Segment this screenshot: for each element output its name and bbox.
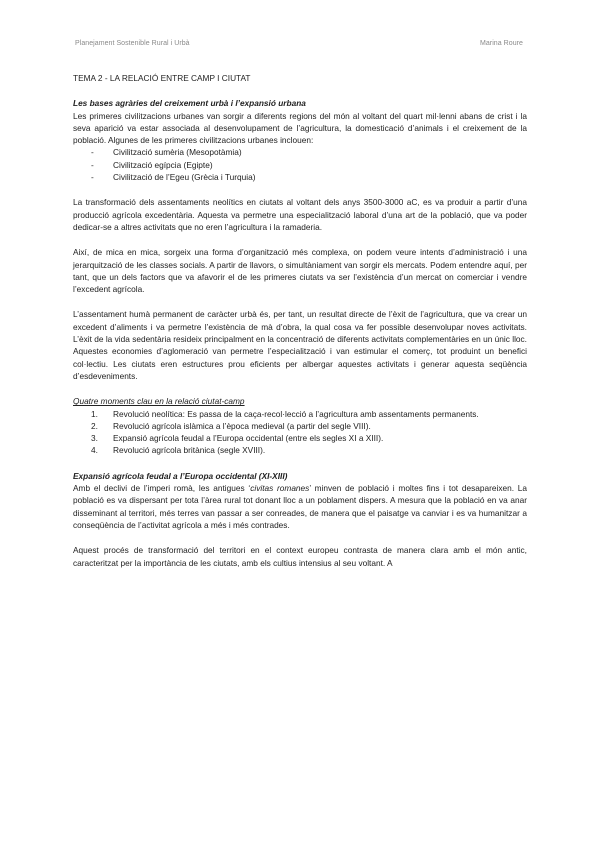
paragraph-intro: Les primeres civilitzacions urbanes van sorgir a diferents regions del món al voltant del quart mil·lenni abans de crist i la seva aparició va estar associada al desenvolupament de l’agricultura, la domesticació d’animals i el creixement de la població. Algunes de les primeres civilitzacions urbanes inclouen: (73, 110, 527, 146)
list-item (91, 146, 527, 158)
header-course: Planejament Sostenible Rural i Urbà (75, 40, 190, 47)
list-number: 2. (91, 420, 98, 431)
list-number: 4. (91, 445, 98, 456)
list-item (91, 171, 527, 183)
list-item-text: Revolució agrícola britànica (segle XVIII). (113, 445, 266, 456)
section-heading-feudal: Expansió agrícola feudal a l’Europa occidental (XI-XIII) (73, 470, 288, 481)
list-item (91, 444, 527, 456)
list-item-text: Civilització egípcia (Egipte) (113, 159, 213, 170)
paragraph-transformation: La transformació dels assentaments neolítics en ciutats al voltant dels anys 3500-3000 aC, es va produir a partir d’una producció agrícola excedentària. Aquesta va permetre una especialització laboral d’una art de la població, que va poder dedicar-se a altres activitats que no eren l’agricultura i la ramaderia. (73, 197, 527, 232)
list-item-text: Civilització de l’Egeu (Grècia i Turquia) (113, 172, 256, 183)
list-item-text: Revolució neolítica: Es passa de la caça-recol·lecció a l’agricultura amb assentaments permanents. (113, 408, 479, 419)
text-run: ’ minven de població i moltes fins i tot desapareixen. La població es va dispersant per tota l’àrea rural tot donant lloc a un poblament dispers. A mesura que la població en va anar disseminant al territori, més terres van passar a ser conreades, de manera que el paisatge va canviar i es va humanitzar a conseqüència de l’activitat agrícola a més i més contrades. (73, 483, 527, 530)
section-heading-bases: Les bases agràries del creixement urbà i l’expansió urbana (73, 98, 306, 109)
dash-bullet: - (91, 159, 94, 170)
paragraph-roman-decline (73, 482, 527, 531)
list-item (91, 420, 527, 432)
list-item (91, 408, 527, 420)
list-number: 1. (91, 408, 98, 419)
list-item (91, 159, 527, 171)
list-item-text: Civilització sumèria (Mesopotàmia) (113, 147, 242, 158)
paragraph-organization: Així, de mica en mica, sorgeix una forma d’organització més complexa, on podem veure intents d’administració i una jerarquització de les classes socials. A partir de llavors, o simultàniament van sorgir els mercats. Podem entendre aquí, per tant, que un dels factors que va afavorir el de les primeres ciutats va ser l’existència d’un mercat on comerciar i vendre l’excedent agrícola. (73, 247, 527, 295)
paragraph-settlement: L’assentament humà permanent de caràcter urbà és, per tant, un resultat directe de l’èxit de l’agricultura, que va crear un excedent d’aliments i va permetre l’existència de mà d’obra, la qual cosa va fer possible desenvolupar noves activitats. L’èxit de la vida sedentària resideix principalment en la concentració de diferents activitats complementàries en un únic lloc. Aquestes economies d’aglomeració van permetre l’especialització i van estimular el comerç, tot produint un benefici col·lectiu. Les ciutats eren estructures prou eficients per albergar aquestes activitats i generar aquesta seqüència d’esdeveniments. (73, 309, 527, 381)
key-moments-list (73, 408, 527, 457)
section-heading-key-moments: Quatre moments clau en la relació ciutat-camp (73, 396, 245, 407)
page-title: TEMA 2 - LA RELACIÓ ENTRE CAMP I CIUTAT (73, 73, 251, 83)
list-item-text: Revolució agrícola islàmica a l’època medieval (a partir del segle VIII). (113, 420, 371, 431)
italic-term: civitas romanes (250, 483, 310, 494)
dash-bullet: - (91, 147, 94, 158)
list-number: 3. (91, 433, 98, 444)
list-item-text: Expansió agrícola feudal a l’Europa occidental (entre els segles XI a XIII). (113, 433, 384, 444)
dash-bullet: - (91, 172, 94, 183)
paragraph-territory: Aquest procés de transformació del territori en el context europeu contrasta de manera clara amb el món antic, caracteritzat per la importància de les ciutats, amb els cultius intensius al seu voltant. A (73, 545, 527, 568)
civilizations-list (73, 146, 527, 183)
list-item (91, 432, 527, 444)
text-run: Amb el declivi de l’imperi romà, les antigues ‘ (73, 483, 251, 494)
header-author: Marina Roure (479, 40, 523, 47)
document-body (73, 72, 527, 569)
